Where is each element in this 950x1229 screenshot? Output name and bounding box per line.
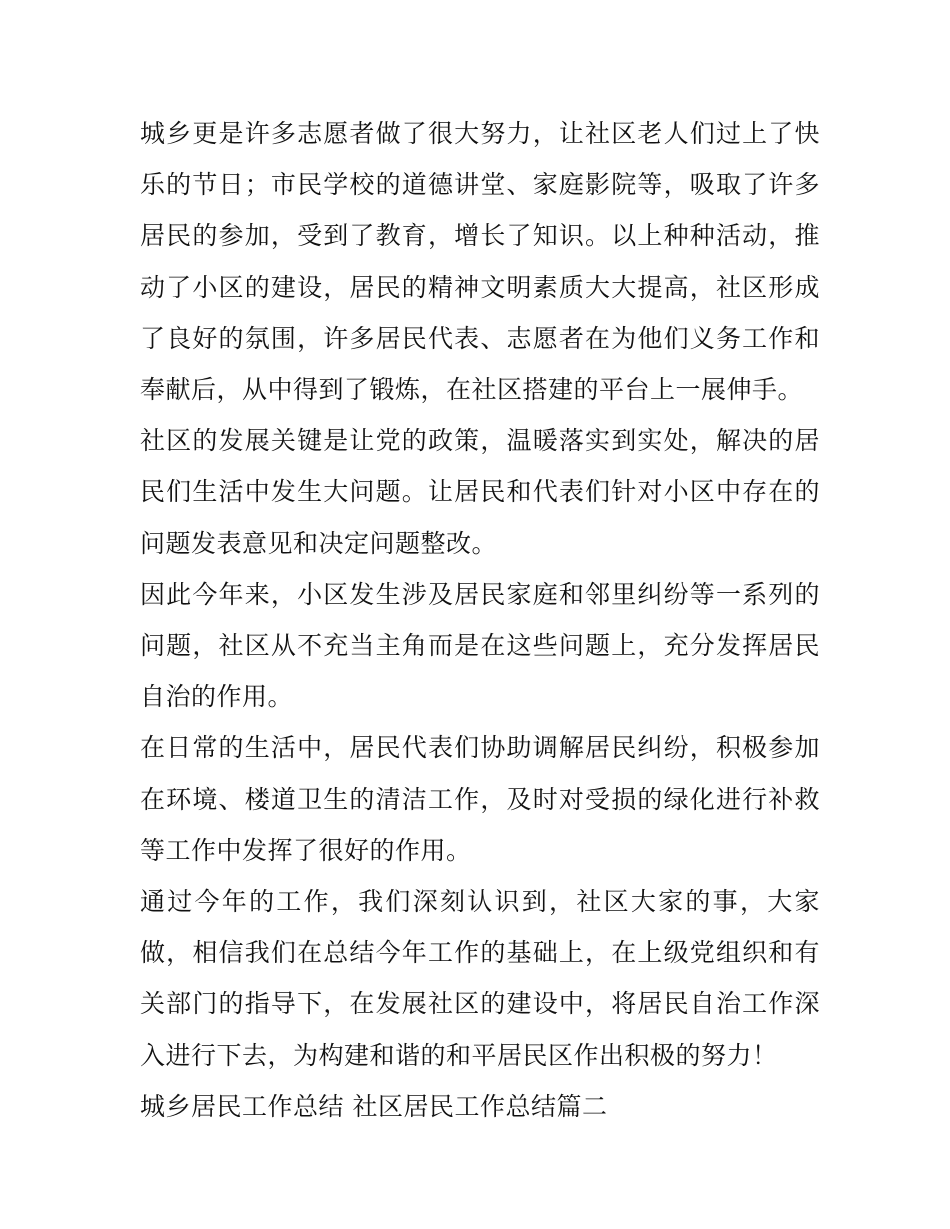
section-heading: 城乡居民工作总结 社区居民工作总结篇二 [140,1091,608,1121]
document-body [140,108,820,1132]
paragraph-daily-life: 在日常的生活中，居民代表们协助调解居民纠纷，积极参加在环境、楼道卫生的清洁工作，及时对受损的绿化进行补救等工作中发挥了很好的作用。 [140,733,820,865]
paragraph-party-policy: 社区的发展关键是让党的政策，温暖落实到实处，解决的居民们生活中发生大问题。让居民和代表们针对小区中存在的问题发表意见和决定问题整改。 [140,426,820,558]
paragraph-conclusion: 通过今年的工作，我们深刻认识到，社区大家的事，大家做，相信我们在总结今年工作的基础上，在上级党组织和有关部门的指导下，在发展社区的建设中，将居民自治工作深入进行下去，为构建和谐的和平居民区作出积极的努力！ [140,887,820,1070]
paragraph-community-activities: 城乡更是许多志愿者做了很大努力，让社区老人们过上了快乐的节日；市民学校的道德讲堂、家庭影院等，吸取了许多居民的参加，受到了教育，增长了知识。以上种种活动，推动了小区的建设，居民的精神文明素质大大提高，社区形成了良好的氛围，许多居民代表、志愿者在为他们义务工作和奉献后，从中得到了锻炼，在社区搭建的平台上一展伸手。 [140,119,820,405]
paragraph-disputes: 因此今年来，小区发生涉及居民家庭和邻里纠纷等一系列的问题，社区从不充当主角而是在这些问题上，充分发挥居民自治的作用。 [140,579,820,712]
